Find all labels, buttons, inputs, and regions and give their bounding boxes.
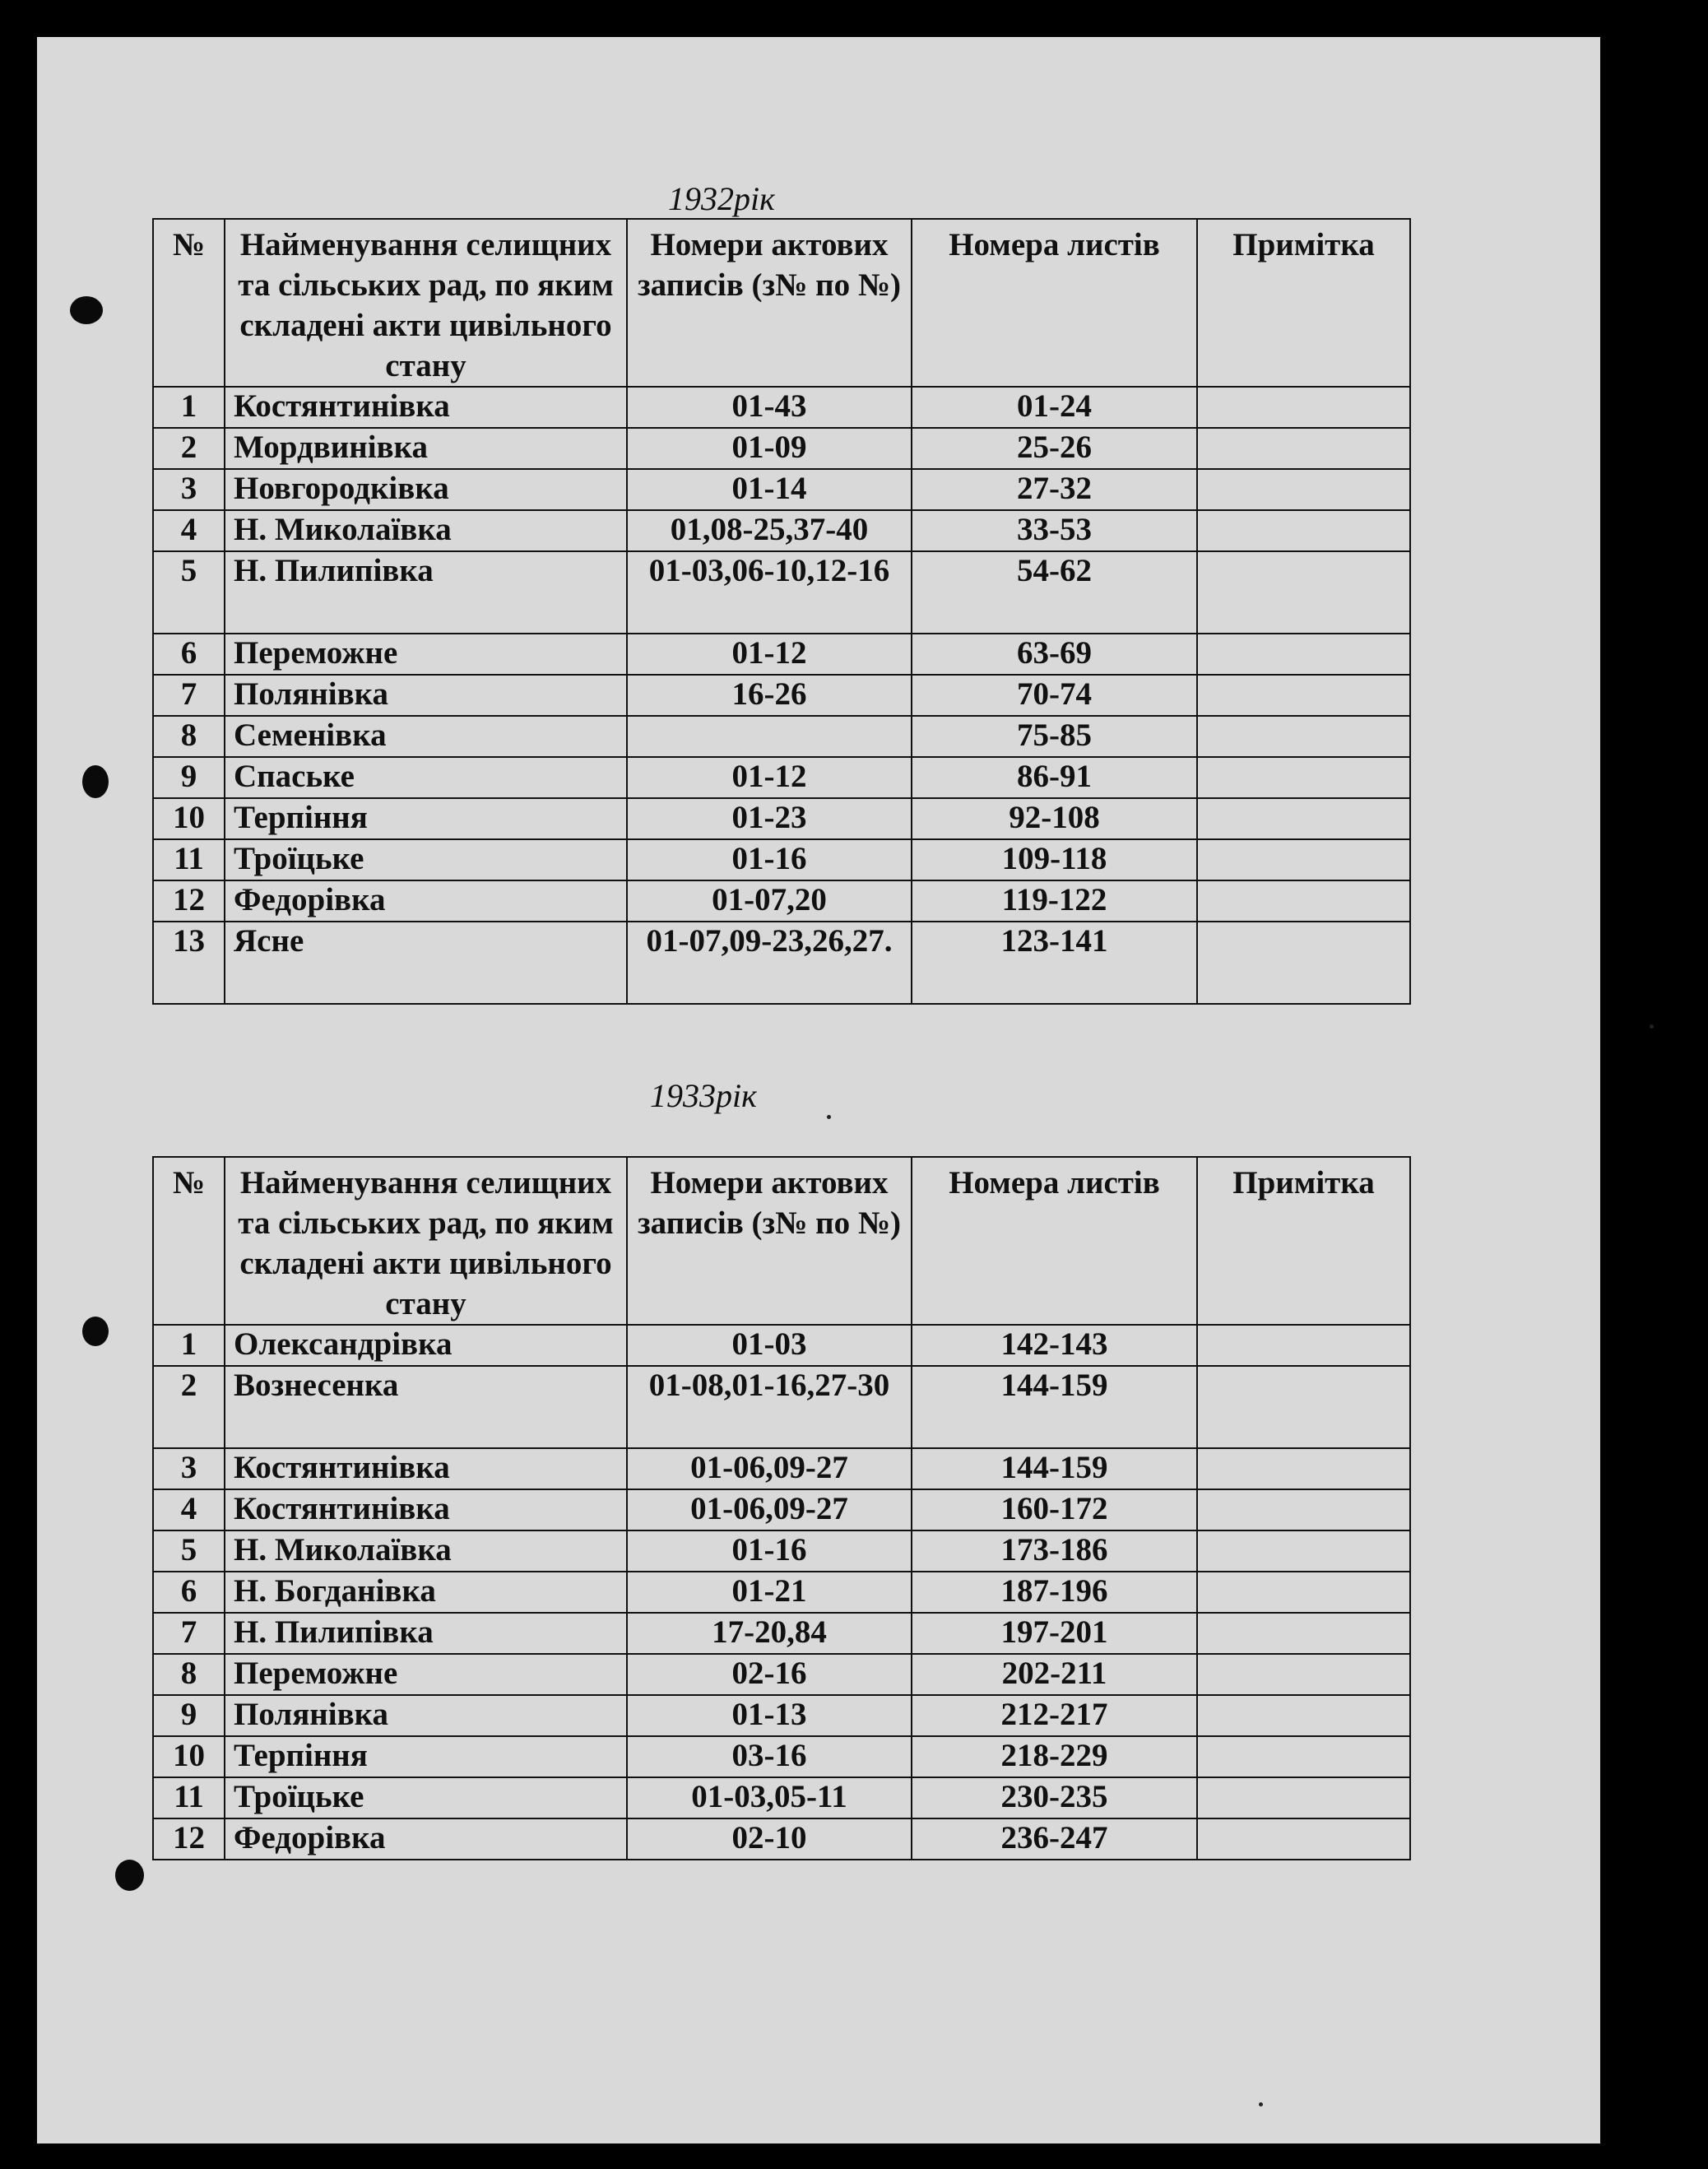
table-row (153, 1448, 1410, 1489)
table-row (153, 1654, 1410, 1695)
table-row (153, 1777, 1410, 1818)
note (1197, 469, 1410, 510)
table-row (153, 551, 1410, 634)
register-table-1932 (152, 218, 1411, 1005)
record-numbers: 01-16 (627, 839, 912, 880)
row-number: 1 (153, 387, 225, 428)
record-numbers: 01-07,09-23,26,27. (627, 922, 912, 1004)
row-number: 2 (153, 1366, 225, 1448)
sheet-numbers: 218-229 (912, 1736, 1197, 1777)
sheet-numbers: 160-172 (912, 1489, 1197, 1530)
table-row (153, 675, 1410, 716)
note (1197, 1448, 1410, 1489)
sheet-numbers: 144-159 (912, 1366, 1197, 1448)
record-numbers: 01-03,06-10,12-16 (627, 551, 912, 634)
record-numbers: 01-06,09-27 (627, 1448, 912, 1489)
header-record-numbers: Номери актових записів (з№ по №) (627, 219, 912, 387)
council-name: Ясне (225, 922, 627, 1004)
row-number: 7 (153, 1613, 225, 1654)
table-row (153, 387, 1410, 428)
record-numbers: 02-10 (627, 1818, 912, 1860)
table-row (153, 634, 1410, 675)
council-name: Полянівка (225, 675, 627, 716)
record-numbers: 02-16 (627, 1654, 912, 1695)
row-number: 8 (153, 716, 225, 757)
note (1197, 1366, 1410, 1448)
note (1197, 1325, 1410, 1366)
table-header-row (153, 219, 1410, 387)
header-note: Примітка (1197, 1157, 1410, 1325)
council-name: Федорівка (225, 880, 627, 922)
council-name: Костянтинівка (225, 1489, 627, 1530)
note (1197, 387, 1410, 428)
note (1197, 1736, 1410, 1777)
punch-hole (115, 1860, 144, 1891)
row-number: 2 (153, 428, 225, 469)
record-numbers: 01-13 (627, 1695, 912, 1736)
table-row (153, 798, 1410, 839)
row-number: 4 (153, 510, 225, 551)
table-row (153, 839, 1410, 880)
sheet-numbers: 63-69 (912, 634, 1197, 675)
council-name: Н. Богданівка (225, 1572, 627, 1613)
table-row (153, 1736, 1410, 1777)
council-name: Н. Пилипівка (225, 551, 627, 634)
table-row (153, 1613, 1410, 1654)
year-heading-1932: 1932рік (668, 180, 775, 217)
header-record-numbers: Номери актових записів (з№ по №) (627, 1157, 912, 1325)
header-sheet-numbers: Номера листів (912, 1157, 1197, 1325)
table-row (153, 469, 1410, 510)
header-number: № (153, 1157, 225, 1325)
council-name: Троїцьке (225, 839, 627, 880)
row-number: 5 (153, 551, 225, 634)
sheet-numbers: 123-141 (912, 922, 1197, 1004)
note (1197, 922, 1410, 1004)
sheet-numbers: 25-26 (912, 428, 1197, 469)
table-row (153, 1489, 1410, 1530)
note (1197, 1654, 1410, 1695)
record-numbers: 01-21 (627, 1572, 912, 1613)
sheet-numbers: 187-196 (912, 1572, 1197, 1613)
record-numbers: 01-03,05-11 (627, 1777, 912, 1818)
note (1197, 1613, 1410, 1654)
council-name: Троїцьке (225, 1777, 627, 1818)
record-numbers: 01-09 (627, 428, 912, 469)
council-name: Н. Миколаївка (225, 510, 627, 551)
council-name: Спаське (225, 757, 627, 798)
header-sheet-numbers: Номера листів (912, 219, 1197, 387)
record-numbers (627, 716, 912, 757)
sheet-numbers: 54-62 (912, 551, 1197, 634)
punch-hole (70, 296, 103, 324)
sheet-numbers: 109-118 (912, 839, 1197, 880)
council-name: Федорівка (225, 1818, 627, 1860)
punch-hole (82, 765, 109, 798)
record-numbers: 01-07,20 (627, 880, 912, 922)
record-numbers: 01-16 (627, 1530, 912, 1572)
record-numbers: 01-03 (627, 1325, 912, 1366)
council-name: Полянівка (225, 1695, 627, 1736)
sheet-numbers: 27-32 (912, 469, 1197, 510)
table-header-row (153, 1157, 1410, 1325)
row-number: 11 (153, 839, 225, 880)
row-number: 10 (153, 1736, 225, 1777)
sheet-numbers: 01-24 (912, 387, 1197, 428)
note (1197, 1530, 1410, 1572)
row-number: 3 (153, 469, 225, 510)
note (1197, 839, 1410, 880)
sheet-numbers: 144-159 (912, 1448, 1197, 1489)
sheet-numbers: 197-201 (912, 1613, 1197, 1654)
year-heading-1933: 1933рік (650, 1077, 757, 1114)
note (1197, 634, 1410, 675)
paper-speck (1650, 1024, 1654, 1029)
header-council-name: Найменування селищних та сільських рад, по яким складені акти цивільного стану (225, 1157, 627, 1325)
note (1197, 798, 1410, 839)
row-number: 7 (153, 675, 225, 716)
row-number: 3 (153, 1448, 225, 1489)
row-number: 13 (153, 922, 225, 1004)
sheet-numbers: 230-235 (912, 1777, 1197, 1818)
note (1197, 1818, 1410, 1860)
sheet-numbers: 236-247 (912, 1818, 1197, 1860)
council-name: Н. Миколаївка (225, 1530, 627, 1572)
row-number: 8 (153, 1654, 225, 1695)
row-number: 6 (153, 1572, 225, 1613)
council-name: Терпіння (225, 798, 627, 839)
table-row (153, 1572, 1410, 1613)
note (1197, 510, 1410, 551)
note (1197, 675, 1410, 716)
row-number: 5 (153, 1530, 225, 1572)
sheet-numbers: 75-85 (912, 716, 1197, 757)
council-name: Олександрівка (225, 1325, 627, 1366)
note (1197, 1489, 1410, 1530)
table-row (153, 880, 1410, 922)
row-number: 11 (153, 1777, 225, 1818)
sheet-numbers: 212-217 (912, 1695, 1197, 1736)
record-numbers: 03-16 (627, 1736, 912, 1777)
sheet-numbers: 33-53 (912, 510, 1197, 551)
table-row (153, 1325, 1410, 1366)
table-row (153, 757, 1410, 798)
council-name: Переможне (225, 1654, 627, 1695)
table-row (153, 1366, 1410, 1448)
sheet-numbers: 86-91 (912, 757, 1197, 798)
council-name: Костянтинівка (225, 1448, 627, 1489)
table-row (153, 1818, 1410, 1860)
table-row (153, 716, 1410, 757)
council-name: Терпіння (225, 1736, 627, 1777)
note (1197, 1572, 1410, 1613)
header-note: Примітка (1197, 219, 1410, 387)
sheet-numbers: 142-143 (912, 1325, 1197, 1366)
record-numbers: 01-14 (627, 469, 912, 510)
table-row (153, 1530, 1410, 1572)
row-number: 9 (153, 757, 225, 798)
punch-hole (82, 1317, 109, 1346)
sheet-numbers: 70-74 (912, 675, 1197, 716)
table-row (153, 1695, 1410, 1736)
record-numbers: 16-26 (627, 675, 912, 716)
note (1197, 551, 1410, 634)
note (1197, 428, 1410, 469)
register-table-1933 (152, 1156, 1411, 1860)
council-name: Вознесенка (225, 1366, 627, 1448)
row-number: 6 (153, 634, 225, 675)
sheet-numbers: 92-108 (912, 798, 1197, 839)
table-row (153, 428, 1410, 469)
record-numbers: 01-08,01-16,27-30 (627, 1366, 912, 1448)
table-row (153, 510, 1410, 551)
council-name: Новгородківка (225, 469, 627, 510)
council-name: Мордвинівка (225, 428, 627, 469)
header-number: № (153, 219, 225, 387)
council-name: Н. Пилипівка (225, 1613, 627, 1654)
council-name: Семенівка (225, 716, 627, 757)
table-row (153, 922, 1410, 1004)
header-council-name: Найменування селищних та сільських рад, по яким складені акти цивільного стану (225, 219, 627, 387)
row-number: 10 (153, 798, 225, 839)
row-number: 1 (153, 1325, 225, 1366)
record-numbers: 01-43 (627, 387, 912, 428)
sheet-numbers: 119-122 (912, 880, 1197, 922)
row-number: 12 (153, 880, 225, 922)
note (1197, 757, 1410, 798)
council-name: Переможне (225, 634, 627, 675)
council-name: Костянтинівка (225, 387, 627, 428)
sheet-numbers: 173-186 (912, 1530, 1197, 1572)
record-numbers: 01-23 (627, 798, 912, 839)
record-numbers: 01-06,09-27 (627, 1489, 912, 1530)
sheet-numbers: 202-211 (912, 1654, 1197, 1695)
record-numbers: 01-12 (627, 757, 912, 798)
paper-speck (827, 1115, 831, 1119)
note (1197, 1695, 1410, 1736)
row-number: 9 (153, 1695, 225, 1736)
record-numbers: 17-20,84 (627, 1613, 912, 1654)
note (1197, 880, 1410, 922)
row-number: 12 (153, 1818, 225, 1860)
record-numbers: 01-12 (627, 634, 912, 675)
paper-speck (1259, 2102, 1263, 2106)
record-numbers: 01,08-25,37-40 (627, 510, 912, 551)
row-number: 4 (153, 1489, 225, 1530)
note (1197, 1777, 1410, 1818)
note (1197, 716, 1410, 757)
